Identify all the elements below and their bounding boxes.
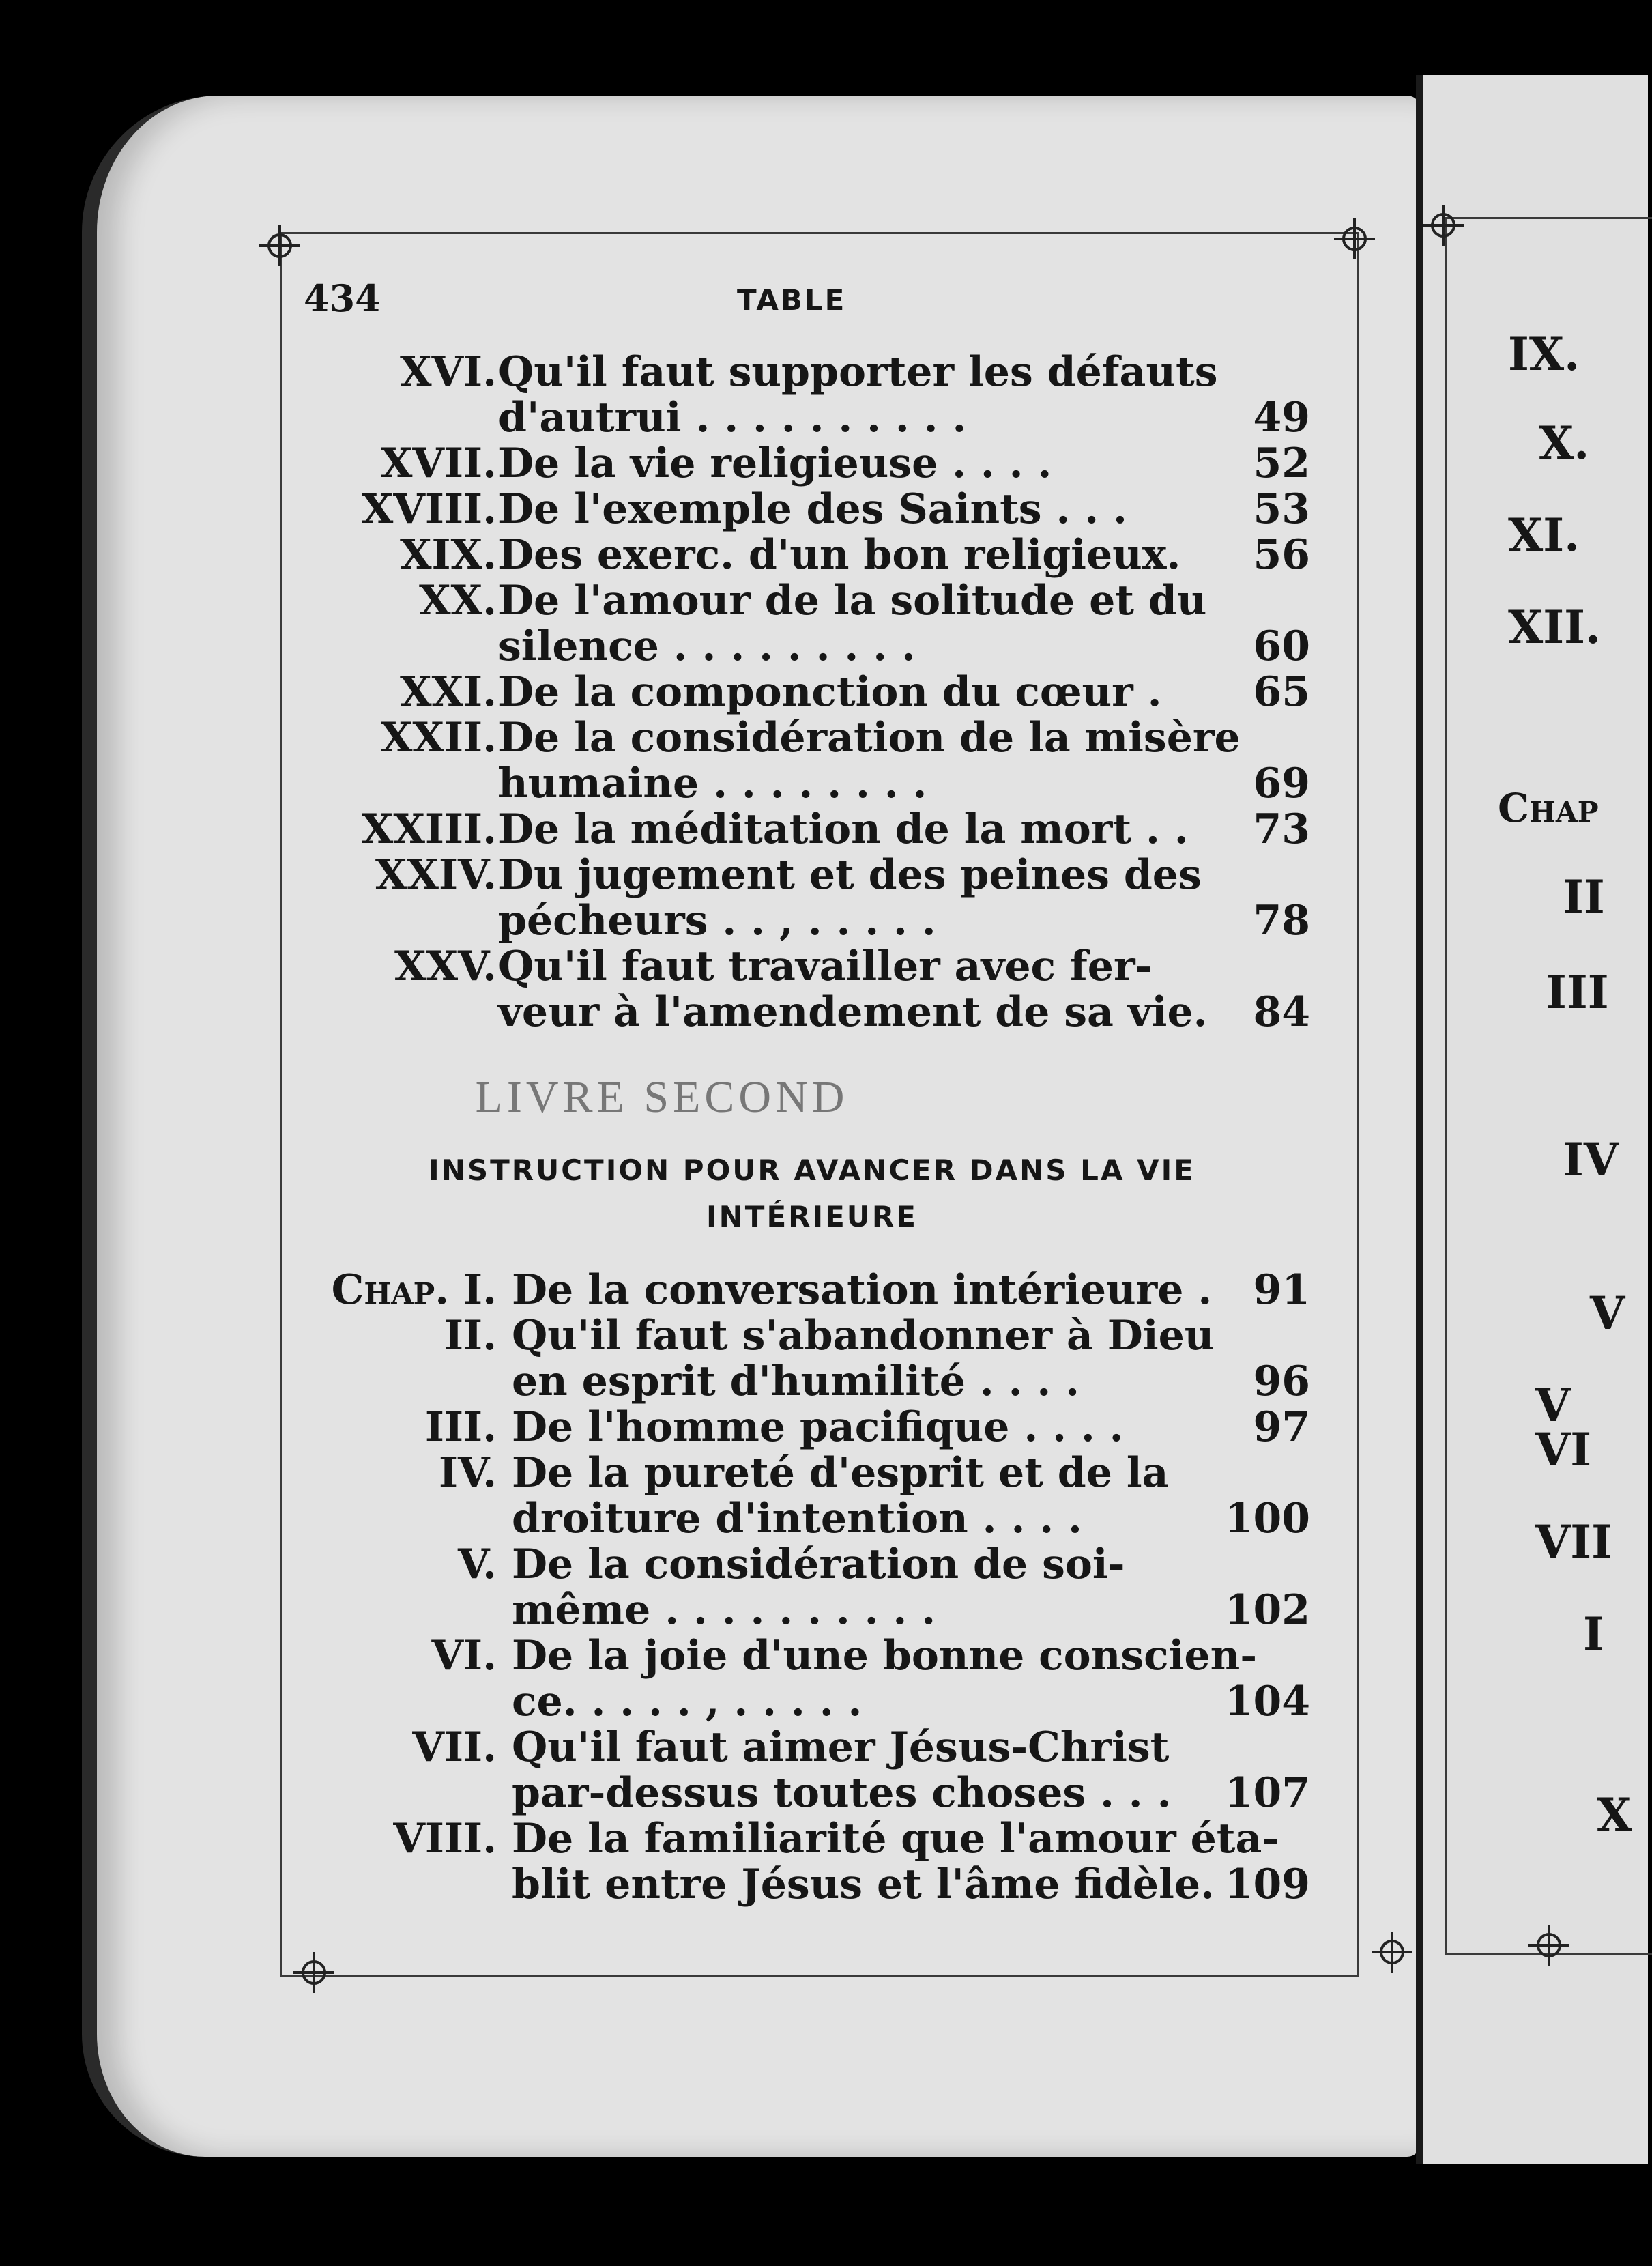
toc-entry-page: 97 <box>1253 1403 1310 1451</box>
corner-ornament-icon <box>1372 1932 1412 1973</box>
toc-entry-page: 107 <box>1224 1769 1310 1817</box>
right-page-numeral: VII <box>1535 1515 1612 1568</box>
right-page-numeral: II <box>1563 870 1605 923</box>
running-head: TABLE <box>737 283 847 317</box>
toc-entry-title: Qu'il faut s'abandonner à Dieu <box>512 1312 1215 1360</box>
toc-entry-title: droiture d'intention . . . . <box>512 1495 1082 1543</box>
toc-entry-number: XX. <box>419 577 497 625</box>
right-page-numeral: IV <box>1563 1133 1619 1186</box>
toc-entry-number: V. <box>458 1540 497 1588</box>
toc-entry-number: Chap. I. <box>331 1266 497 1314</box>
toc-entry-page: 52 <box>1253 440 1310 487</box>
corner-ornament-icon <box>1423 205 1464 246</box>
toc-entry-page: 49 <box>1253 394 1310 442</box>
toc-entry-title: De la familiarité que l'amour éta- <box>512 1815 1279 1863</box>
toc-entry-number: VI. <box>431 1632 497 1680</box>
section-title-line2: INTÉRIEURE <box>706 1200 918 1233</box>
right-page-chap-label: Chap <box>1498 785 1599 831</box>
corner-ornament-icon <box>259 225 300 266</box>
toc-entry-page: 102 <box>1224 1586 1310 1634</box>
toc-entry-number: VII. <box>412 1723 497 1771</box>
toc-entry-page: 84 <box>1253 988 1310 1036</box>
toc-entry-page: 60 <box>1253 622 1310 670</box>
toc-entry-title: Des exerc. d'un bon religieux. <box>498 531 1181 579</box>
toc-entry-page: 109 <box>1224 1861 1310 1908</box>
toc-entry-page: 104 <box>1224 1678 1310 1725</box>
toc-entry-page: 96 <box>1253 1358 1310 1405</box>
toc-entry-number: XXIV. <box>375 851 497 899</box>
toc-entry-title: De la considération de la misère <box>498 714 1241 762</box>
toc-entry-title: De la joie d'une bonne conscien- <box>512 1632 1258 1680</box>
toc-entry-page: 91 <box>1253 1266 1310 1314</box>
right-page-numeral: XII. <box>1508 601 1601 654</box>
toc-entry-number: XXII. <box>380 714 497 762</box>
toc-entry-title: De l'homme pacifique . . . . <box>512 1403 1124 1451</box>
page-number: 434 <box>304 276 381 320</box>
toc-entry-number: XXI. <box>399 668 497 716</box>
toc-entry-title: De l'exemple des Saints . . . <box>498 485 1127 533</box>
toc-entry-title: Qu'il faut supporter les défauts <box>498 348 1218 396</box>
toc-entry-title: pécheurs . . , . . . . . <box>498 897 936 945</box>
toc-entry-title: veur à l'amendement de sa vie. <box>498 988 1208 1036</box>
toc-entry-title: ce. . . . . , . . . . . <box>512 1678 863 1725</box>
toc-entry-title: d'autrui . . . . . . . . . . <box>498 394 967 442</box>
toc-entry-title: humaine . . . . . . . . <box>498 760 927 807</box>
toc-entry-page: 100 <box>1224 1495 1310 1543</box>
toc-entry-number: XVI. <box>399 348 497 396</box>
right-page-numeral: III <box>1546 966 1609 1019</box>
toc-entry-title: blit entre Jésus et l'âme fidèle. <box>512 1861 1215 1908</box>
right-page-numeral: X <box>1597 1788 1632 1841</box>
toc-entry-title: De la vie religieuse . . . . <box>498 440 1052 487</box>
book-title: LIVRE SECOND <box>475 1072 849 1122</box>
right-page-numeral: X. <box>1539 416 1590 470</box>
right-page-numeral: I <box>1583 1607 1604 1661</box>
right-page-numeral: V <box>1535 1379 1571 1432</box>
right-page-numeral: XI. <box>1508 508 1580 562</box>
toc-entry-title: en esprit d'humilité . . . . <box>512 1358 1080 1405</box>
toc-entry-title: De la considération de soi- <box>512 1540 1125 1588</box>
toc-entry-title: De la componction du cœur . <box>498 668 1162 716</box>
toc-entry-page: 56 <box>1253 531 1310 579</box>
toc-entry-page: 65 <box>1253 668 1310 716</box>
toc-entry-title: Qu'il faut aimer Jésus-Christ <box>512 1723 1170 1771</box>
toc-entry-title: Qu'il faut travailler avec fer- <box>498 943 1153 990</box>
section-title: INSTRUCTION POUR AVANCER DANS LA VIE <box>429 1153 1195 1187</box>
toc-entry-number: VIII. <box>393 1815 497 1863</box>
corner-ornament-icon <box>293 1952 334 1993</box>
corner-ornament-icon <box>1528 1925 1569 1966</box>
toc-entry-page: 73 <box>1253 805 1310 853</box>
toc-entry-number: XVIII. <box>361 485 497 533</box>
toc-entry-number: II. <box>444 1312 497 1360</box>
toc-entry-number: III. <box>424 1403 497 1451</box>
corner-ornament-icon <box>1334 218 1375 259</box>
right-page-frame <box>1445 217 1652 1955</box>
right-page-numeral: V <box>1590 1287 1625 1340</box>
toc-entry-number: XXIII. <box>361 805 497 853</box>
toc-entry-title: De la pureté d'esprit et de la <box>512 1449 1169 1497</box>
toc-entry-title: même . . . . . . . . . . <box>512 1586 936 1634</box>
toc-entry-title: De la conversation intérieure . <box>512 1266 1213 1314</box>
toc-entry-number: XVII. <box>380 440 497 487</box>
toc-entry-title: silence . . . . . . . . . <box>498 622 916 670</box>
toc-entry-page: 53 <box>1253 485 1310 533</box>
toc-entry-title: De la méditation de la mort . . <box>498 805 1189 853</box>
right-page-numeral: IX. <box>1508 328 1580 381</box>
toc-entry-number: XIX. <box>399 531 497 579</box>
toc-entry-page: 78 <box>1253 897 1310 945</box>
toc-entry-title: De l'amour de la solitude et du <box>498 577 1207 625</box>
toc-entry-number: XXV. <box>394 943 497 990</box>
toc-entry-title: par-dessus toutes choses . . . <box>512 1769 1172 1817</box>
right-page-numeral: VI <box>1535 1423 1592 1476</box>
toc-entry-title: Du jugement et des peines des <box>498 851 1202 899</box>
toc-entry-number: IV. <box>438 1449 497 1497</box>
toc-entry-page: 69 <box>1253 760 1310 807</box>
